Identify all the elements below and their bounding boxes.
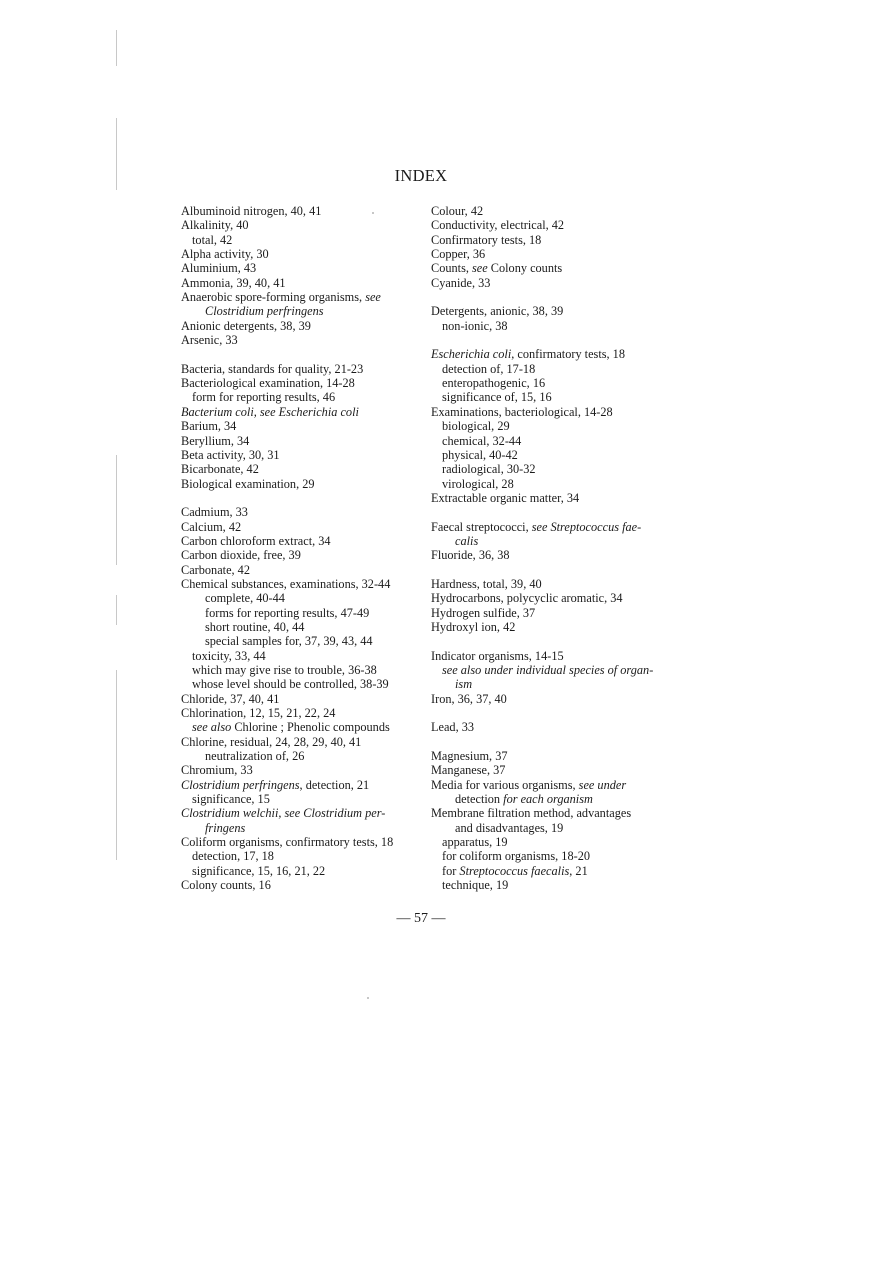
index-subentry (181, 792, 426, 806)
index-entry-text: see Streptococcus fae- (531, 519, 642, 534)
index-entry-text: non-ionic, 38 (442, 318, 508, 333)
index-entry (431, 405, 671, 419)
index-entry (181, 477, 426, 491)
index-entry (431, 491, 671, 505)
index-entry (181, 706, 426, 720)
index-entry (431, 520, 671, 534)
index-entry-text: Fluoride, 36, 38 (431, 548, 510, 563)
index-entry (181, 290, 426, 304)
index-subentry (431, 864, 671, 878)
index-entry-text: virological, 28 (442, 476, 514, 491)
letter-group-gap (431, 563, 671, 577)
index-subentry (181, 649, 426, 663)
index-entry (431, 763, 671, 777)
index-entry-text: Carbon chloroform extract, 34 (181, 533, 331, 548)
index-entry-text: Coliform organisms, confirmatory tests, 18 (181, 835, 394, 850)
index-entry-text: Chlorine, residual, 24, 28, 29, 40, 41 (181, 734, 362, 749)
index-entry-text: Hydroxyl ion, 42 (431, 619, 516, 634)
index-entry-text: Magnesium, 37 (431, 749, 508, 764)
index-entry (431, 347, 671, 361)
index-subentry (181, 849, 426, 863)
index-entry-text: Lead, 33 (431, 720, 475, 735)
letter-group-gap (431, 290, 671, 304)
index-entry-text: , detection, 21 (299, 777, 370, 792)
index-entry-text: whose level should be controlled, 38-39 (192, 677, 389, 692)
index-entry-text: Detergents, anionic, 38, 39 (431, 304, 564, 319)
index-subentry (181, 591, 426, 605)
index-entry-text: Cyanide, 33 (431, 275, 491, 290)
index-entry-text: Iron, 36, 37, 40 (431, 691, 507, 706)
index-subentry (431, 362, 671, 376)
index-entry-text: Barium, 34 (181, 419, 237, 434)
index-entry-text: for (442, 863, 460, 878)
index-entry-text: Faecal streptococci, (431, 519, 532, 534)
index-entry-text: neutralization of, 26 (205, 749, 305, 764)
index-entry (431, 591, 671, 605)
index-entry-text: Hydrogen sulfide, 37 (431, 605, 536, 620)
index-subentry (431, 663, 671, 677)
index-entry-text: significance, 15 (192, 792, 270, 807)
index-entry-text: Bacteria, standards for quality, 21-23 (181, 361, 364, 376)
index-entry-text: detection, 17, 18 (192, 849, 274, 864)
index-entry (181, 276, 426, 290)
index-entry-text: , confirmatory tests, 18 (511, 347, 625, 362)
index-entry (431, 806, 671, 820)
index-entry-text: ism (455, 677, 473, 692)
page-number: — 57 — (396, 911, 446, 926)
index-entry-text: Hydrocarbons, polycyclic aromatic, 34 (431, 591, 623, 606)
index-entry-text: detection of, 17-18 (442, 361, 536, 376)
index-subentry (181, 304, 426, 318)
index-entry-text: Copper, 36 (431, 247, 486, 262)
index-entry-text: Confirmatory tests, 18 (431, 232, 542, 247)
index-entry-text: see (472, 261, 488, 276)
index-entry-text: see (365, 290, 381, 305)
index-subentry (431, 462, 671, 476)
letter-group-gap (431, 735, 671, 749)
index-subentry (181, 821, 426, 835)
index-entry (181, 434, 426, 448)
index-entry (181, 319, 426, 333)
index-entry-text: Chromium, 33 (181, 763, 253, 778)
index-entry-text: Chlorine ; Phenolic compounds (231, 720, 390, 735)
index-entry (181, 204, 426, 218)
index-entry (431, 204, 671, 218)
index-entry-text: detection (455, 792, 504, 807)
index-entry-text: calis (455, 533, 479, 548)
index-entry-text: Indicator organisms, 14-15 (431, 648, 564, 663)
index-subentry (181, 620, 426, 634)
index-subentry (181, 720, 426, 734)
index-entry-text: Manganese, 37 (431, 763, 506, 778)
index-entry (431, 233, 671, 247)
index-subentry (181, 677, 426, 691)
index-entry-text: Carbon dioxide, free, 39 (181, 548, 301, 563)
index-entry-text: for coliform organisms, 18-20 (442, 849, 590, 864)
index-entry-text: Arsenic, 33 (181, 333, 238, 348)
index-subentry (431, 835, 671, 849)
index-entry-text: Chlorination, 12, 15, 21, 22, 24 (181, 706, 336, 721)
index-entry-text: and disadvantages, 19 (455, 820, 564, 835)
index-entry (431, 276, 671, 290)
index-entry-text: see under (578, 777, 627, 792)
index-entry (181, 548, 426, 562)
letter-group-gap (181, 347, 426, 361)
index-entry-text: Colony counts (487, 261, 563, 276)
index-entry-text: biological, 29 (442, 419, 510, 434)
index-entry-text: Alpha activity, 30 (181, 247, 269, 262)
letter-group-gap (181, 491, 426, 505)
index-entry-text: Escherichia coli (431, 347, 512, 362)
index-subentry (181, 233, 426, 247)
index-entry (181, 419, 426, 433)
index-entry (181, 692, 426, 706)
index-entry-text: short routine, 40, 44 (205, 619, 305, 634)
index-entry (181, 333, 426, 347)
index-entry (431, 749, 671, 763)
index-entry-text: radiological, 30-32 (442, 462, 536, 477)
index-entry-text: technique, 19 (442, 878, 509, 893)
index-entry-text: Bacteriological examination, 14-28 (181, 376, 355, 391)
index-entry-text: Colony counts, 16 (181, 878, 271, 893)
index-entry-text: Biological examination, 29 (181, 476, 315, 491)
index-entry-text: physical, 40-42 (442, 447, 518, 462)
index-subentry (431, 677, 671, 691)
index-entry (431, 620, 671, 634)
index-entry (181, 505, 426, 519)
index-subentry (431, 390, 671, 404)
index-subentry (181, 864, 426, 878)
index-subentry (431, 792, 671, 806)
index-entry-text: Carbonate, 42 (181, 562, 250, 577)
index-entry (181, 563, 426, 577)
index-subentry (431, 477, 671, 491)
index-entry (181, 878, 426, 892)
index-entry-text: Conductivity, electrical, 42 (431, 218, 565, 233)
index-entry-text: see also under individual species of organ- (442, 663, 654, 677)
index-entry (181, 462, 426, 476)
index-subentry (181, 634, 426, 648)
index-entry-text: total, 42 (192, 232, 233, 247)
index-entry-text: significance, 15, 16, 21, 22 (192, 863, 326, 878)
index-entry-text: Hardness, total, 39, 40 (431, 576, 542, 591)
index-entry-text: Colour, 42 (431, 204, 484, 218)
index-entry (431, 692, 671, 706)
index-entry-text: Calcium, 42 (181, 519, 242, 534)
index-entry (181, 520, 426, 534)
index-entry-text: toxicity, 33, 44 (192, 648, 266, 663)
index-entry-text: Examinations, bacteriological, 14-28 (431, 404, 613, 419)
letter-group-gap (431, 333, 671, 347)
letter-group-gap (431, 634, 671, 648)
index-entry (431, 606, 671, 620)
index-entry-text: Bicarbonate, 42 (181, 462, 259, 477)
index-entry-text: enteropathogenic, 16 (442, 376, 546, 391)
index-entry-text: for each organism (503, 792, 593, 807)
index-entry (431, 778, 671, 792)
index-entry-text: see also (192, 720, 232, 735)
index-entry (431, 218, 671, 232)
index-entry (181, 448, 426, 462)
index-subentry (181, 749, 426, 763)
index-entry (431, 247, 671, 261)
index-entry-text: Counts, (431, 261, 472, 276)
index-subentry (431, 448, 671, 462)
index-subentry (431, 319, 671, 333)
index-entry (181, 763, 426, 777)
index-entry-text: fringens (205, 820, 246, 835)
index-column-left (181, 204, 426, 893)
index-entry-text: Bacterium coli, see Escherichia coli (181, 404, 359, 419)
index-entry (181, 534, 426, 548)
index-entry (181, 735, 426, 749)
index-entry (431, 304, 671, 318)
index-entry (431, 548, 671, 562)
index-entry (181, 806, 426, 820)
index-entry-text: Clostridium perfringens (181, 777, 300, 792)
index-entry-text: Albuminoid nitrogen, 40, 41 (181, 204, 322, 218)
index-entry-text: Chemical substances, examinations, 32-44 (181, 576, 391, 591)
page-title: INDEX (394, 166, 448, 185)
index-entry (181, 577, 426, 591)
index-entry (181, 247, 426, 261)
index-entry (431, 720, 671, 734)
index-subentry (431, 434, 671, 448)
index-entry-text: chemical, 32-44 (442, 433, 522, 448)
index-entry-text: complete, 40-44 (205, 591, 285, 606)
index-entry (431, 577, 671, 591)
index-entry-text: Anionic detergents, 38, 39 (181, 318, 311, 333)
index-entry-text: forms for reporting results, 47-49 (205, 605, 370, 620)
index-subentry (431, 821, 671, 835)
letter-group-gap (431, 505, 671, 519)
index-entry-text: Streptococcus faecalis (459, 863, 570, 878)
index-entry-text: Beryllium, 34 (181, 433, 250, 448)
index-subentry (431, 849, 671, 863)
index-entry-text: Anaerobic spore-forming organisms, (181, 290, 366, 305)
index-subentry (181, 606, 426, 620)
index-entry-text: Ammonia, 39, 40, 41 (181, 275, 286, 290)
index-entry (181, 778, 426, 792)
index-entry-text: Membrane filtration method, advantages (431, 806, 632, 821)
index-subentry (181, 390, 426, 404)
index-entry-text: special samples for, 37, 39, 43, 44 (205, 634, 373, 649)
index-entry (181, 362, 426, 376)
index-entry (181, 405, 426, 419)
scan-speck (367, 997, 369, 999)
index-entry (181, 261, 426, 275)
index-entry-text: Clostridium welchii, see Clostridium per- (181, 806, 386, 821)
index-entry-text: form for reporting results, 46 (192, 390, 336, 405)
index-entry-text: significance of, 15, 16 (442, 390, 552, 405)
index-entry-text: which may give rise to trouble, 36-38 (192, 663, 377, 677)
index-column-right (431, 204, 671, 893)
index-entry-text: Media for various organisms, (431, 777, 579, 792)
index-entry-text: Beta activity, 30, 31 (181, 447, 280, 462)
index-subentry (431, 419, 671, 433)
index-entry-text: , 21 (569, 863, 588, 878)
letter-group-gap (431, 706, 671, 720)
index-entry-text: Clostridium perfringens (205, 304, 324, 319)
index-entry-text: apparatus, 19 (442, 835, 508, 850)
index-entry (181, 835, 426, 849)
index-entry-text: Cadmium, 33 (181, 505, 248, 520)
index-entry (181, 218, 426, 232)
index-entry (431, 649, 671, 663)
index-subentry (181, 663, 426, 677)
index-subentry (431, 878, 671, 892)
index-entry-text: Aluminium, 43 (181, 261, 257, 276)
index-entry-text: Alkalinity, 40 (181, 218, 249, 233)
index-subentry (431, 376, 671, 390)
index-entry-text: Chloride, 37, 40, 41 (181, 691, 280, 706)
index-entry (431, 261, 671, 275)
index-subentry (431, 534, 671, 548)
index-entry (181, 376, 426, 390)
index-entry-text: Extractable organic matter, 34 (431, 490, 580, 505)
